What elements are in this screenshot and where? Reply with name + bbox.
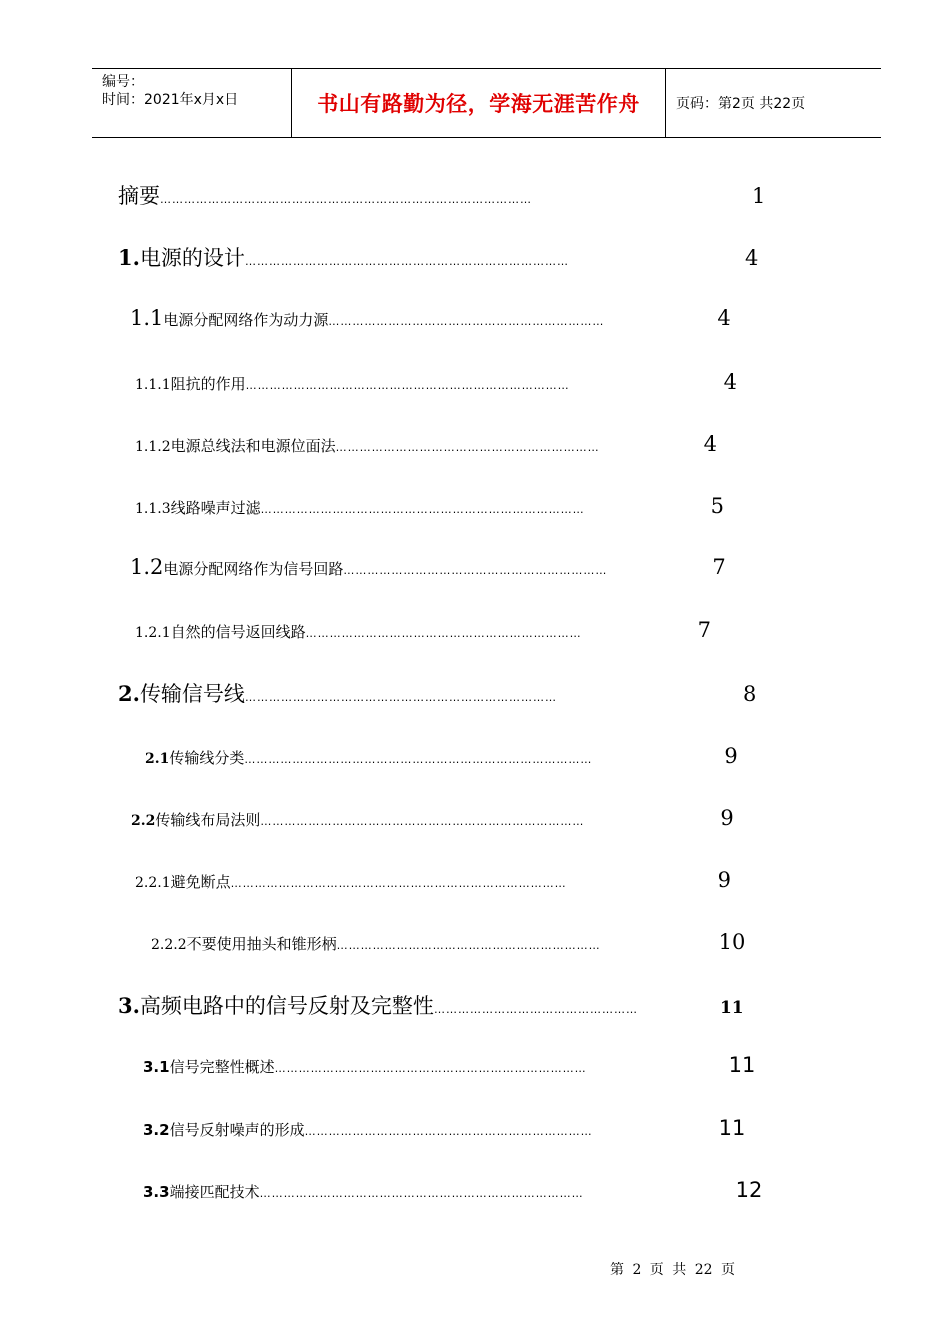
toc-page: 12 [735,1178,763,1202]
toc-entry-1-1[interactable] [130,306,780,330]
toc-page: 7 [712,555,726,579]
toc-dots: ……………………………………………………………………… [260,503,585,516]
toc-num: 2.1 [145,751,170,767]
toc-dots: ………………………………………………………………………………… [160,193,532,206]
toc-dots: ………………………………………………………… [343,564,608,577]
toc-entry-1[interactable] [118,242,768,272]
toc-page: 9 [717,868,732,892]
toc-entry-3-3[interactable] [143,1178,803,1202]
toc-title: 信号完整性概述 [169,1058,275,1076]
page-header [92,68,881,138]
toc-title: 传输线布局法则 [155,811,261,829]
toc-title: 传输线分类 [169,749,245,767]
toc-dots: ………………………………………………………………………… [230,877,567,890]
header-motto: 书山有路勤为径，学海无涯苦作舟 [292,69,666,137]
toc-entry-3-2[interactable] [143,1116,803,1140]
toc-entry-3[interactable] [118,990,778,1020]
toc-page: 9 [724,744,738,768]
toc-num: 1.1 [130,306,164,330]
toc-dots: ……………………………………………………………………… [259,1187,584,1200]
toc-dots: ……………………………………………………………………… [260,815,585,828]
toc-page: 4 [717,306,731,330]
toc-num: 2.2 [131,813,156,829]
toc-title: 自然的信号返回线路 [170,623,306,641]
time-label: 时间：2021年x月x日 [102,92,239,108]
header-page-info: 页码：第2页 共22页 [676,96,806,112]
toc-entry-1-2[interactable] [130,555,780,579]
toc-title: 端接匹配技术 [169,1183,260,1201]
toc-page: 7 [697,618,712,642]
toc-dots: …………………………………………………………………… [274,1062,587,1075]
toc-dots: ………………………………………………………… [336,939,601,952]
toc-title: 阻抗的作用 [170,375,246,393]
toc-entry-1-1-3[interactable] [135,494,785,518]
toc-title: 线路噪声过滤 [170,499,261,517]
toc-num: 3.2 [143,1121,170,1139]
toc-page: 4 [744,246,759,270]
toc-entry-2-2-2[interactable] [151,930,801,954]
toc-dots: …………………………………………… [433,1003,638,1016]
toc-entry-2-2-1[interactable] [135,868,785,892]
toc-title: 避免断点 [170,873,231,891]
toc-title: 电源分配网络作为动力源 [163,311,329,329]
toc-num: 1.1.3 [135,501,171,517]
toc-page: 1 [752,184,766,208]
toc-num: 2. [118,681,140,706]
toc-num: 3. [118,993,140,1018]
toc-page: 9 [720,806,734,830]
number-label: 编号： [102,74,144,90]
toc-title: 传输信号线 [139,682,245,706]
toc-entry-1-2-1[interactable] [135,618,785,642]
toc-page: 11 [728,1053,756,1077]
toc-num: 1. [118,245,140,270]
toc-title: 电源的设计 [139,246,245,270]
toc-dots: ……………………………………………………………………… [245,379,570,392]
toc-page: 4 [723,370,738,394]
toc-dots: ……………………………………………………………………… [244,255,569,268]
toc-page: 5 [710,494,725,518]
toc-dots: …………………………………………………………… [328,315,605,328]
toc-page: 11 [718,1116,746,1140]
toc-page: 11 [719,998,744,1018]
toc-title: 不要使用抽头和锥形柄 [186,935,337,953]
toc-dots: ……………………………………………………………… [304,1125,593,1138]
toc-title: 高频电路中的信号反射及完整性 [139,994,434,1018]
toc-dots: …………………………………………………………………………… [244,753,593,766]
toc-num: 3.1 [143,1058,170,1076]
toc-title: 电源分配网络作为信号回路 [163,560,344,578]
toc-title: 电源总线法和电源位面法 [170,437,336,455]
toc-entry-abstract[interactable] [118,180,768,210]
header-meta [92,69,292,137]
toc-num: 1.1.1 [135,377,171,393]
page-footer: 第 2 页 共 22 页 [610,1262,735,1278]
toc-entry-1-1-2[interactable] [135,432,785,456]
toc-title: 摘要 [118,184,160,208]
toc-num: 1.1.2 [135,439,171,455]
toc-page: 8 [742,682,757,706]
toc-title: 信号反射噪声的形成 [169,1121,305,1139]
toc-entry-2-1[interactable] [145,744,795,768]
toc-num: 1.2 [130,555,164,579]
toc-entry-2[interactable] [118,678,778,708]
toc-num: 3.3 [143,1183,170,1201]
toc-num: 2.2.1 [135,875,171,891]
toc-dots: …………………………………………………………………… [244,691,557,704]
toc-entry-1-1-1[interactable] [135,370,785,394]
toc-entry-3-1[interactable] [143,1053,803,1077]
toc-dots: ………………………………………………………… [335,441,600,454]
toc-num: 2.2.2 [151,937,187,953]
toc-page: 4 [703,432,718,456]
toc-dots: …………………………………………………………… [305,627,582,640]
toc-entry-2-2[interactable] [131,806,781,830]
toc-page: 10 [718,930,746,954]
toc-num: 1.2.1 [135,625,171,641]
